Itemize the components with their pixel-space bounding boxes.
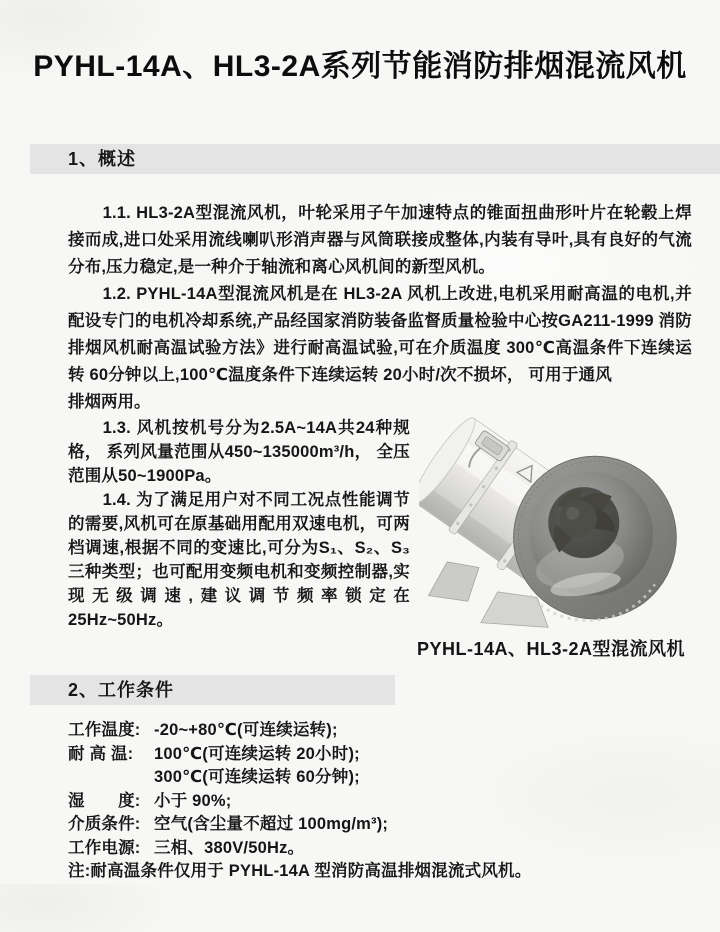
condition-value: 300℃(可连续运转 60分钟); [154,768,360,786]
overview-paragraph-1-3: 1.3. 风机按机号分为2.5A~14A共24种规格， 系列风量范围从450~135000m³/h， 全压范围从50~1900Pa。 [68,419,410,485]
product-figure [410,416,692,661]
condition-row [68,719,692,743]
condition-label: 工作电源: [68,838,141,857]
condition-value: 100℃(可连续运转 20小时); [154,744,360,763]
condition-label: 耐 高 温: [68,744,134,763]
condition-label: 介质条件: [68,815,141,833]
condition-label: 湿 度: [68,791,141,810]
condition-value: 小于 90%; [154,791,232,810]
section-overview-band [30,144,720,174]
condition-value: 三相、380V/50Hz。 [154,838,305,857]
fan-inlet-bell [514,456,677,620]
overview-two-column-area [68,416,692,661]
overview-left-column [68,416,410,661]
section-conditions-heading: 2、工作条件 [68,680,175,700]
fan-product-image [419,416,683,633]
condition-row [68,743,692,767]
page-title: PYHL-14A、HL3-2A系列节能消防排烟混流风机 [33,50,687,83]
section-conditions-band [30,675,395,705]
overview-paragraph-1-4: 1.4. 为了满足用户对不同工况点性能调节的需要,风机可在原基础用配用双速电机，可两档调速,根据不同的变速比,可分为S₁、S₂、S₃三种类型；也可配用变频电机和变频控制器,实现无级调速,建议调节频率锁定在25Hz~50Hz。 [68,491,410,629]
conditions-note: 注:耐高温条件仅用于 PYHL-14A 型消防高温排烟混流式风机。 [68,862,532,880]
condition-row [68,766,692,790]
condition-label: 工作温度: [68,721,141,739]
overview-paragraph-1-2-tail: 排烟两用。 [68,393,151,411]
catalog-page [0,48,720,932]
overview-paragraph-1-1: 1.1. HL3-2A型混流风机，叶轮采用子午加速特点的锥面扭曲形叶片在轮毂上焊接而成,进口处采用流线喇叭形消声器与风筒联接成整体,内装有导叶,具有良好的气流分布,压力稳定,是一种介于轴流和离心风机间的新型风机。 [68,204,692,276]
section-overview-heading: 1、概述 [68,149,137,169]
condition-row [68,813,692,837]
condition-value: -20~+80℃(可连续运转); [154,721,338,739]
figure-caption: PYHL-14A、HL3-2A型混流风机 [416,639,686,659]
condition-label [68,766,154,790]
condition-row [68,837,692,861]
overview-content [68,200,692,661]
overview-paragraph-1-2: 1.2. PYHL-14A型混流风机是在 HL3-2A 风机上改进,电机采用耐高温的电机,并配设专门的电机冷却系统,产品经国家消防装备监督质量检验中心按GA211-1999 消防排烟风机耐高温试验方法》进行耐高温试验,可在介质温度 300℃高温条件下连续运转 60分钟以上,100℃温度条件下连续运转 20小时/次不损坏， 可用于通风 [68,285,692,384]
condition-row [68,790,692,814]
working-conditions-list [68,719,692,884]
condition-value: 空气(含尘量不超过 100mg/m³); [154,815,389,833]
